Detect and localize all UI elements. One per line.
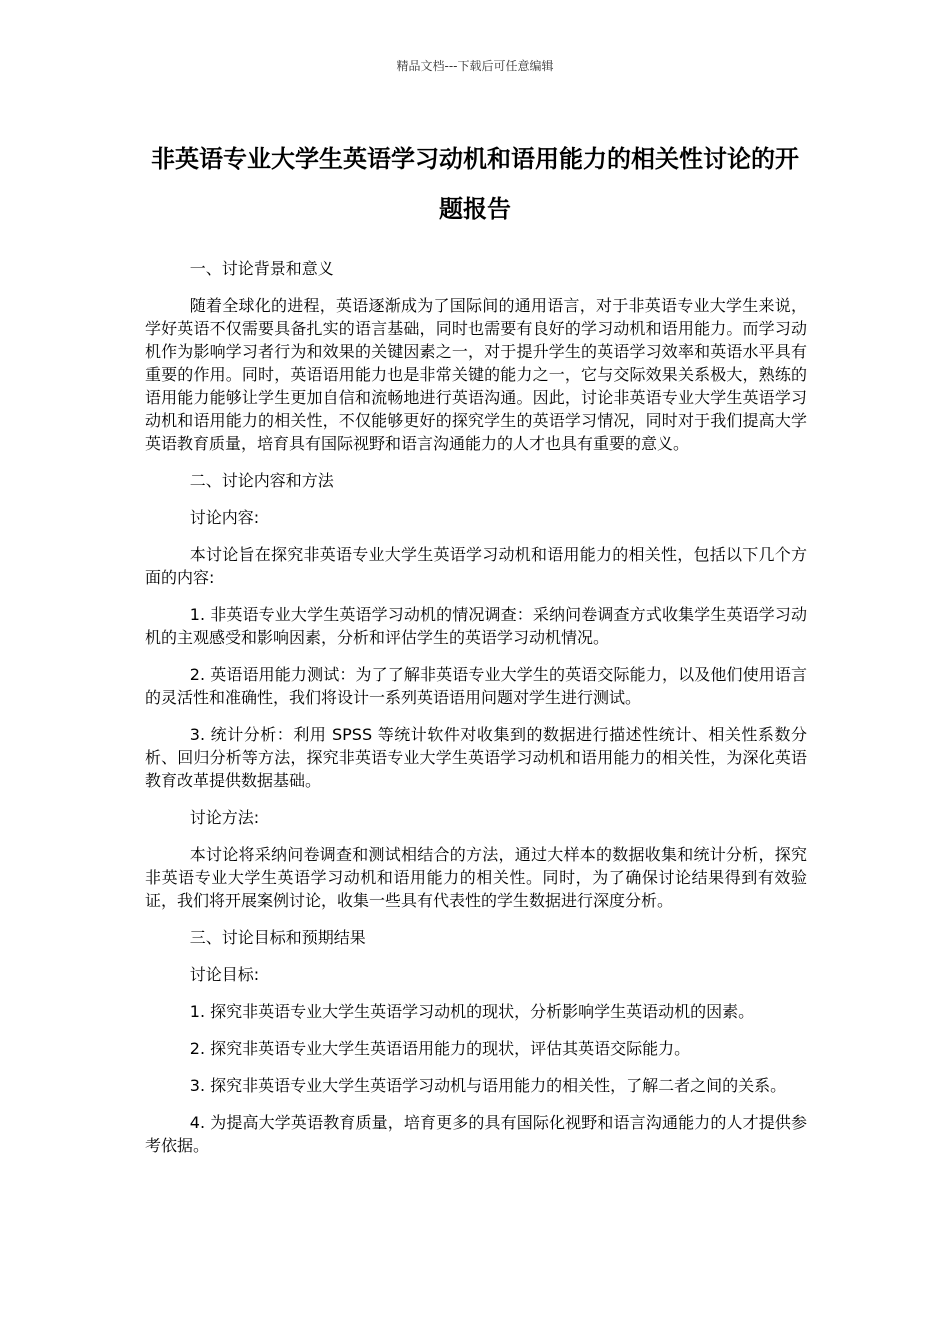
paragraph-content-intro: 本讨论旨在探究非英语专业大学生英语学习动机和语用能力的相关性，包括以下几个方面的内容: bbox=[145, 545, 807, 587]
subheading-content: 讨论内容: bbox=[189, 508, 260, 527]
document-body bbox=[145, 257, 807, 1171]
list-item-goal-2: 2. 探究非英语专业大学生英语语用能力的现状，评估其英语交际能力。 bbox=[189, 1039, 691, 1058]
header-note: 精品文档---下载后可任意编辑 bbox=[396, 59, 554, 73]
list-item-goal-4: 4. 为提高大学英语教育质量，培育更多的具有国际化视野和语言沟通能力的人才提供参考依据。 bbox=[145, 1113, 807, 1155]
list-item-goal-1: 1. 探究非英语专业大学生英语学习动机的现状，分析影响学生英语动机的因素。 bbox=[189, 1002, 755, 1021]
subheading-goals: 讨论目标: bbox=[189, 965, 260, 984]
section-heading-content-method: 二、讨论内容和方法 bbox=[189, 471, 334, 490]
list-item-goal-3: 3. 探究非英语专业大学生英语学习动机与语用能力的相关性，了解二者之间的关系。 bbox=[189, 1076, 787, 1095]
list-item-content-1: 1. 非英语专业大学生英语学习动机的情况调查：采纳问卷调查方式收集学生英语学习动机的主观感受和影响因素，分析和评估学生的英语学习动机情况。 bbox=[145, 605, 807, 647]
subheading-method: 讨论方法: bbox=[189, 808, 260, 827]
section-heading-goals: 三、讨论目标和预期结果 bbox=[189, 928, 366, 947]
document-title: 非英语专业大学生英语学习动机和语用能力的相关性讨论的开题报告 bbox=[151, 145, 799, 223]
list-item-content-2: 2. 英语语用能力测试：为了了解非英语专业大学生的英语交际能力，以及他们使用语言的灵活性和准确性，我们将设计一系列英语语用问题对学生进行测试。 bbox=[145, 665, 807, 707]
paragraph-background: 随着全球化的进程，英语逐渐成为了国际间的通用语言，对于非英语专业大学生来说，学好英语不仅需要具备扎实的语言基础，同时也需要有良好的学习动机和语用能力。而学习动机作为影响学习者行为和效果的关键因素之一，对于提升学生的英语学习效率和英语水平具有重要的作用。同时，英语语用能力也是非常关键的能力之一，它与交际效果关系极大，熟练的语用能力能够让学生更加自信和流畅地进行英语沟通。因此，讨论非英语专业大学生英语学习动机和语用能力的相关性，不仅能够更好的探究学生的英语学习情况，同时对于我们提高大学英语教育质量，培育具有国际视野和语言沟通能力的人才也具有重要的意义。 bbox=[145, 296, 807, 453]
section-heading-background: 一、讨论背景和意义 bbox=[189, 259, 334, 278]
paragraph-method: 本讨论将采纳问卷调查和测试相结合的方法，通过大样本的数据收集和统计分析，探究非英语专业大学生英语学习动机和语用能力的相关性。同时，为了确保讨论结果得到有效验证，我们将开展案例讨论，收集一些具有代表性的学生数据进行深度分析。 bbox=[145, 845, 807, 910]
list-item-content-3: 3. 统计分析：利用 SPSS 等统计软件对收集到的数据进行描述性统计、相关性系数分析、回归分析等方法，探究非英语专业大学生英语学习动机和语用能力的相关性，为深化英语教育改革提供数据基础。 bbox=[145, 725, 807, 790]
